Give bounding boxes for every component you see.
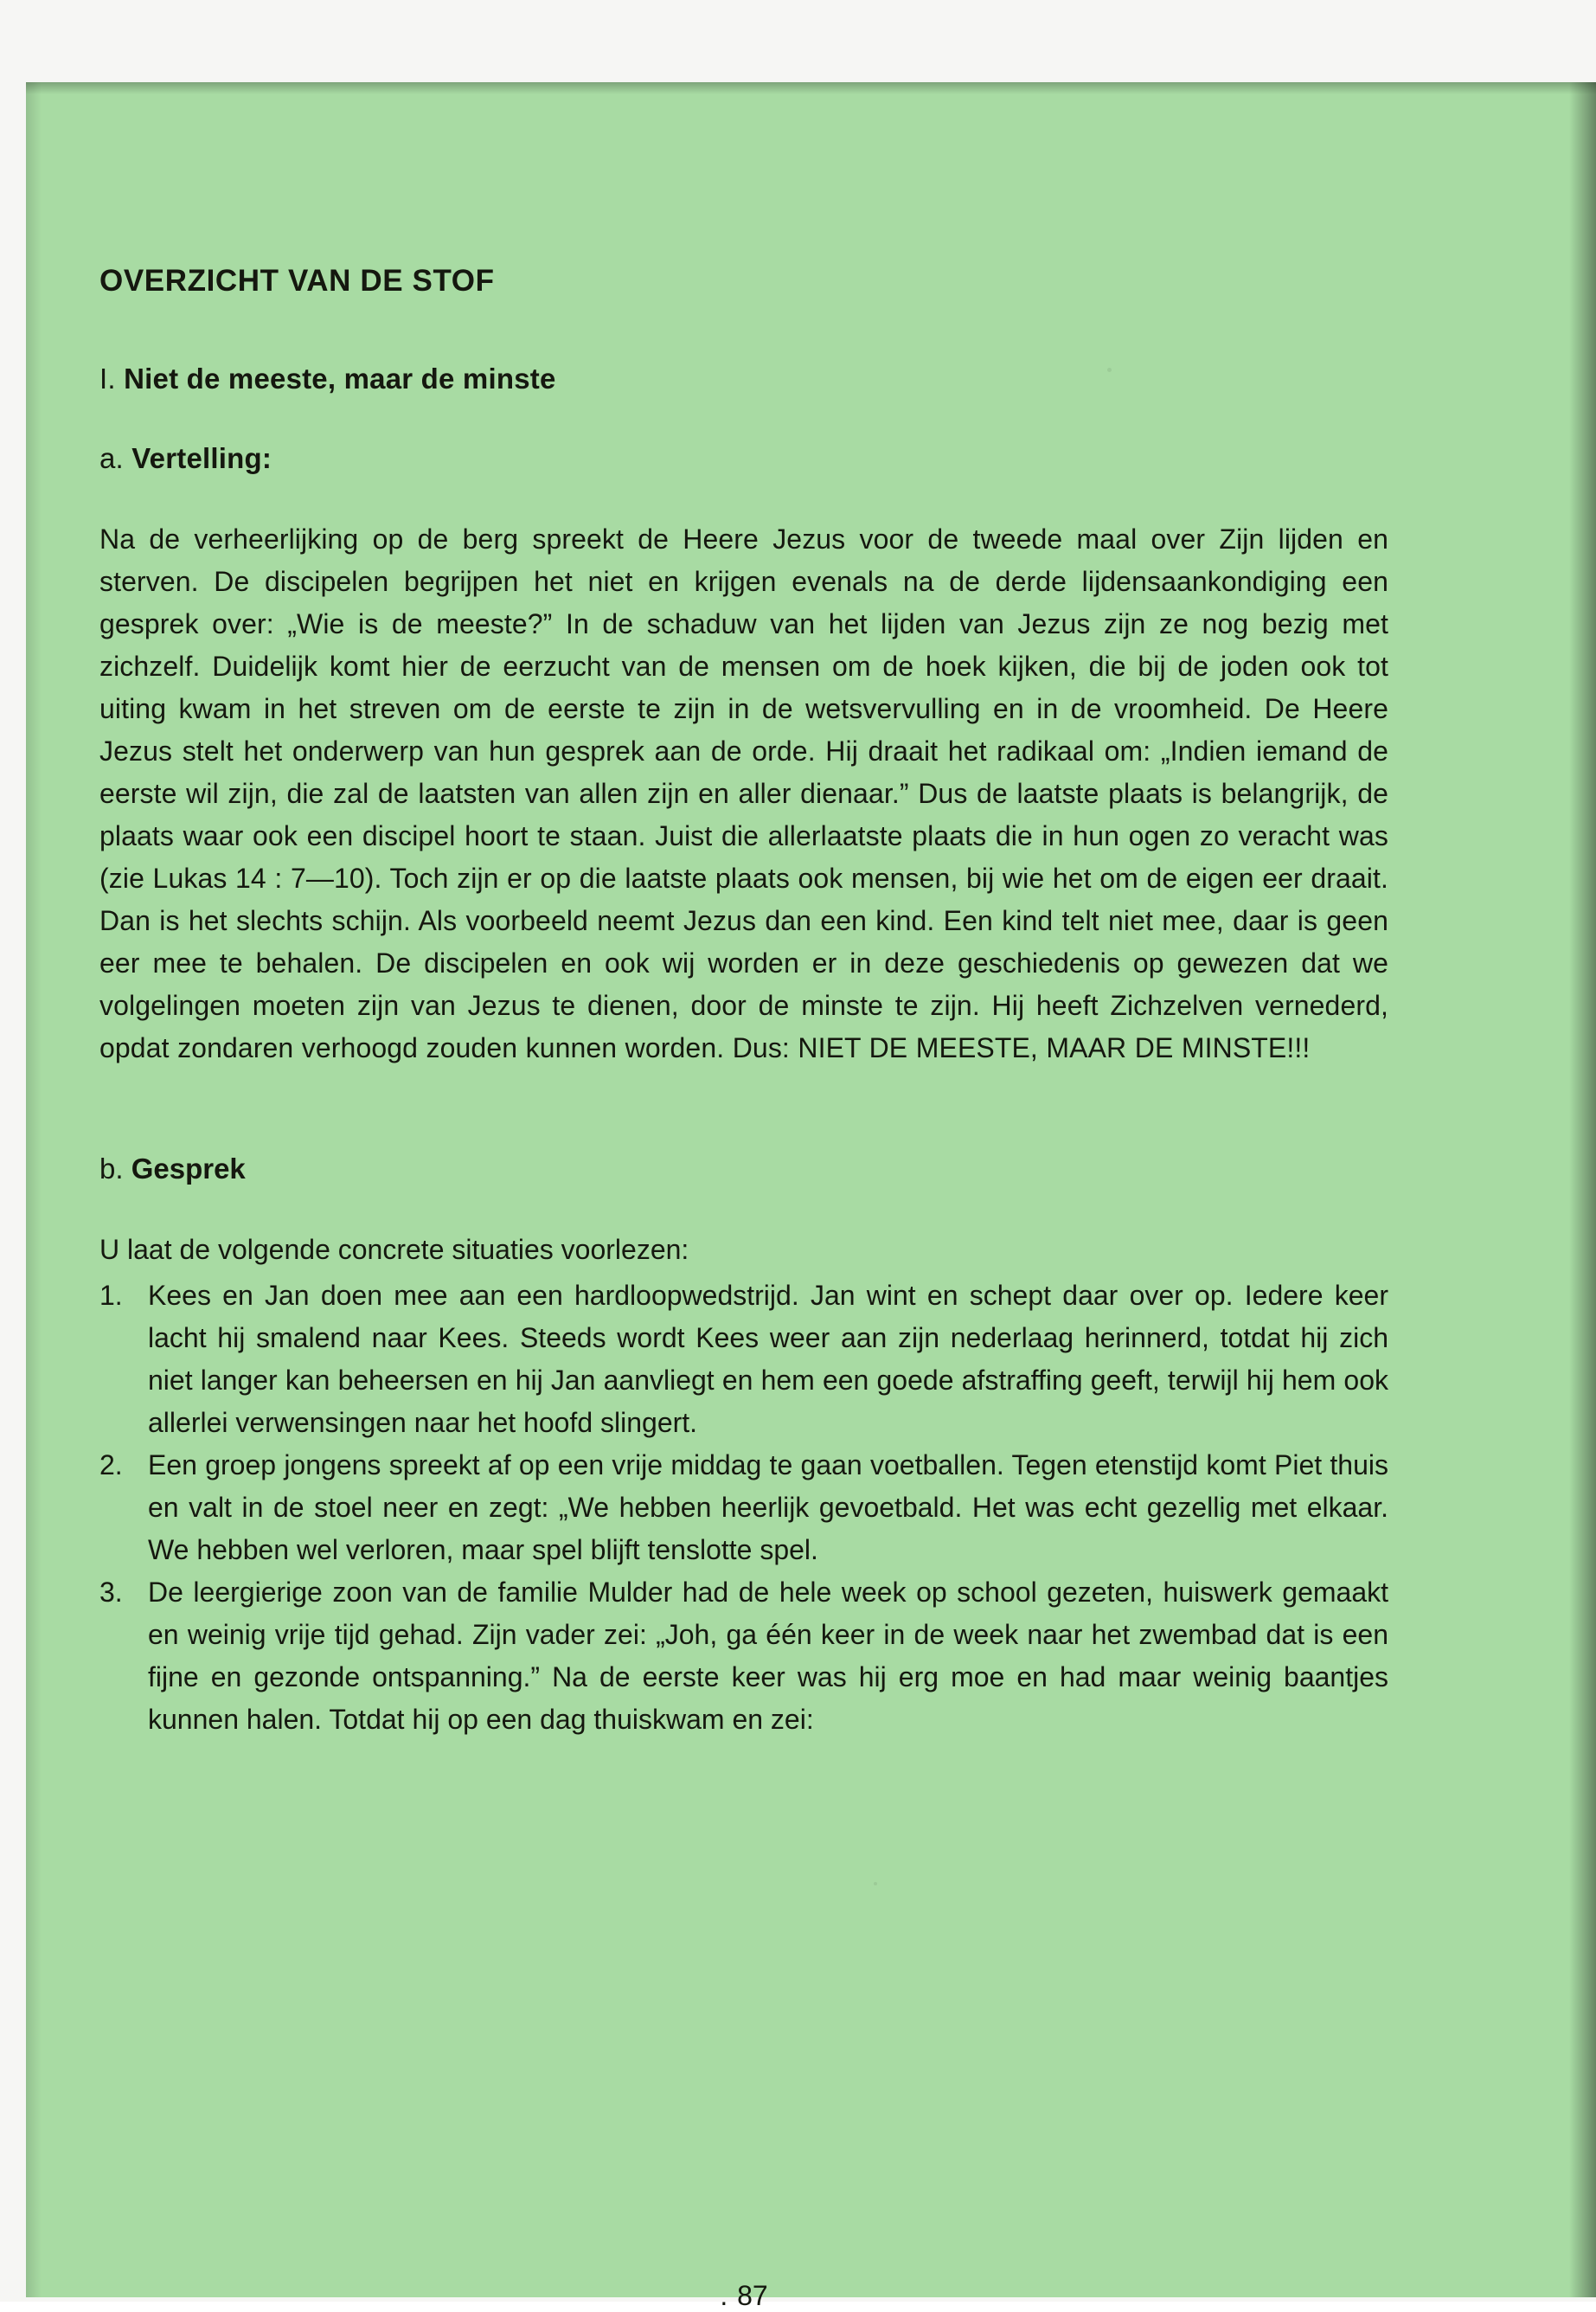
section-number: I. bbox=[99, 363, 116, 395]
page-right-shadow bbox=[1569, 82, 1596, 2297]
page-number-prefix: . bbox=[720, 2280, 730, 2311]
subsection-label: Gesprek bbox=[131, 1153, 246, 1185]
list-item-marker: 2. bbox=[99, 1449, 123, 1480]
list-item-text: Een groep jongens spreekt af op een vrije middag te gaan voetballen. Tegen etenstijd komt Piet thuis en valt in de stoel neer en zegt: „We hebben heerlijk gevoetbald. Het was echt gezellig met elkaar. We hebben wel verloren, maar spel blijft tenslotte spel. bbox=[148, 1449, 1388, 1565]
list-item bbox=[99, 1571, 1388, 1741]
subsection-heading-a bbox=[99, 442, 1388, 475]
list-item bbox=[99, 1444, 1388, 1571]
section-title: Niet de meeste, maar de minste bbox=[124, 363, 556, 395]
page-number-value: 87 bbox=[737, 2280, 768, 2311]
gesprek-lead-line: U laat de volgende concrete situaties voorlezen: bbox=[99, 1234, 689, 1265]
subsection-heading-b bbox=[99, 1153, 1388, 1185]
page-left-shadow bbox=[26, 82, 42, 2297]
subsection-marker: b. bbox=[99, 1153, 124, 1185]
section-heading-1 bbox=[99, 363, 1388, 395]
subsection-label: Vertelling: bbox=[131, 442, 272, 474]
page-title: OVERZICHT VAN DE STOF bbox=[99, 264, 495, 298]
list-item bbox=[99, 1275, 1388, 1444]
scan-speck bbox=[874, 1882, 877, 1885]
page-number bbox=[99, 2280, 1388, 2312]
case-list bbox=[99, 1275, 1388, 1741]
page-top-shadow bbox=[26, 82, 1596, 94]
list-item-text: Kees en Jan doen mee aan een hardloopwedstrijd. Jan wint en schept daar over op. Iedere keer lacht hij smalend naar Kees. Steeds wordt Kees weer aan zijn nederlaag herinnerd, totdat hij zich niet langer kan beheersen en hij Jan aanvliegt en hem een goede afstraffing geeft, terwijl hij hem ook allerlei verwensingen naar het hoofd slingert. bbox=[148, 1280, 1388, 1438]
vertelling-paragraph: Na de verheerlijking op de berg spreekt de Heere Jezus voor de tweede maal over Zijn lijden en sterven. De discipelen begrijpen het niet en krijgen evenals na de derde lijdensaankondiging een gesprek over: „Wie is de meeste?” In de schaduw van het lijden van Jezus zijn ze nog bezig met zichzelf. Duidelijk komt hier de eerzucht van de mensen om de hoek kijken, die bij de joden ook tot uiting kwam in het streven om de eerste te zijn in de wetsvervulling en in de vroomheid. De Heere Jezus stelt het onderwerp van hun gesprek aan de orde. Hij draait het radikaal om: „Indien iemand de eerste wil zijn, die zal de laatsten van allen zijn en aller dienaar.” Dus de laatste plaats is belangrijk, de plaats waar ook een discipel hoort te staan. Juist die allerlaatste plaats die in hun ogen zo veracht was (zie Lukas 14 : 7—10). Toch zijn er op die laatste plaats ook mensen, bij wie het om de eigen eer draait. Dan is het slechts schijn. Als voorbeeld neemt Jezus dan een kind. Een kind telt niet mee, daar is geen eer mee te behalen. De discipelen en ook wij worden er in deze geschiedenis op gewezen dat we volgelingen moeten zijn van Jezus te dienen, door de minste te zijn. Hij heeft Zichzelven vernederd, opdat zondaren verhoogd zouden kunnen worden. Dus: NIET DE MEESTE, MAAR DE MINSTE!!! bbox=[99, 523, 1388, 1063]
list-item-text: De leergierige zoon van de familie Mulder had de hele week op school gezeten, huiswerk gemaakt en weinig vrije tijd gehad. Zijn vader zei: „Joh, ga één keer in de week naar het zwembad dat is een fijne en gezonde ontspanning.” Na de eerste keer was hij erg moe en had maar weinig baantjes kunnen halen. Totdat hij op een dag thuiskwam en zei: bbox=[148, 1577, 1388, 1735]
spacer bbox=[99, 1069, 1388, 1153]
document-content bbox=[99, 264, 1388, 2311]
subsection-marker: a. bbox=[99, 442, 124, 474]
list-item-marker: 1. bbox=[99, 1280, 123, 1311]
list-item-marker: 3. bbox=[99, 1577, 123, 1608]
document-page bbox=[26, 82, 1596, 2311]
